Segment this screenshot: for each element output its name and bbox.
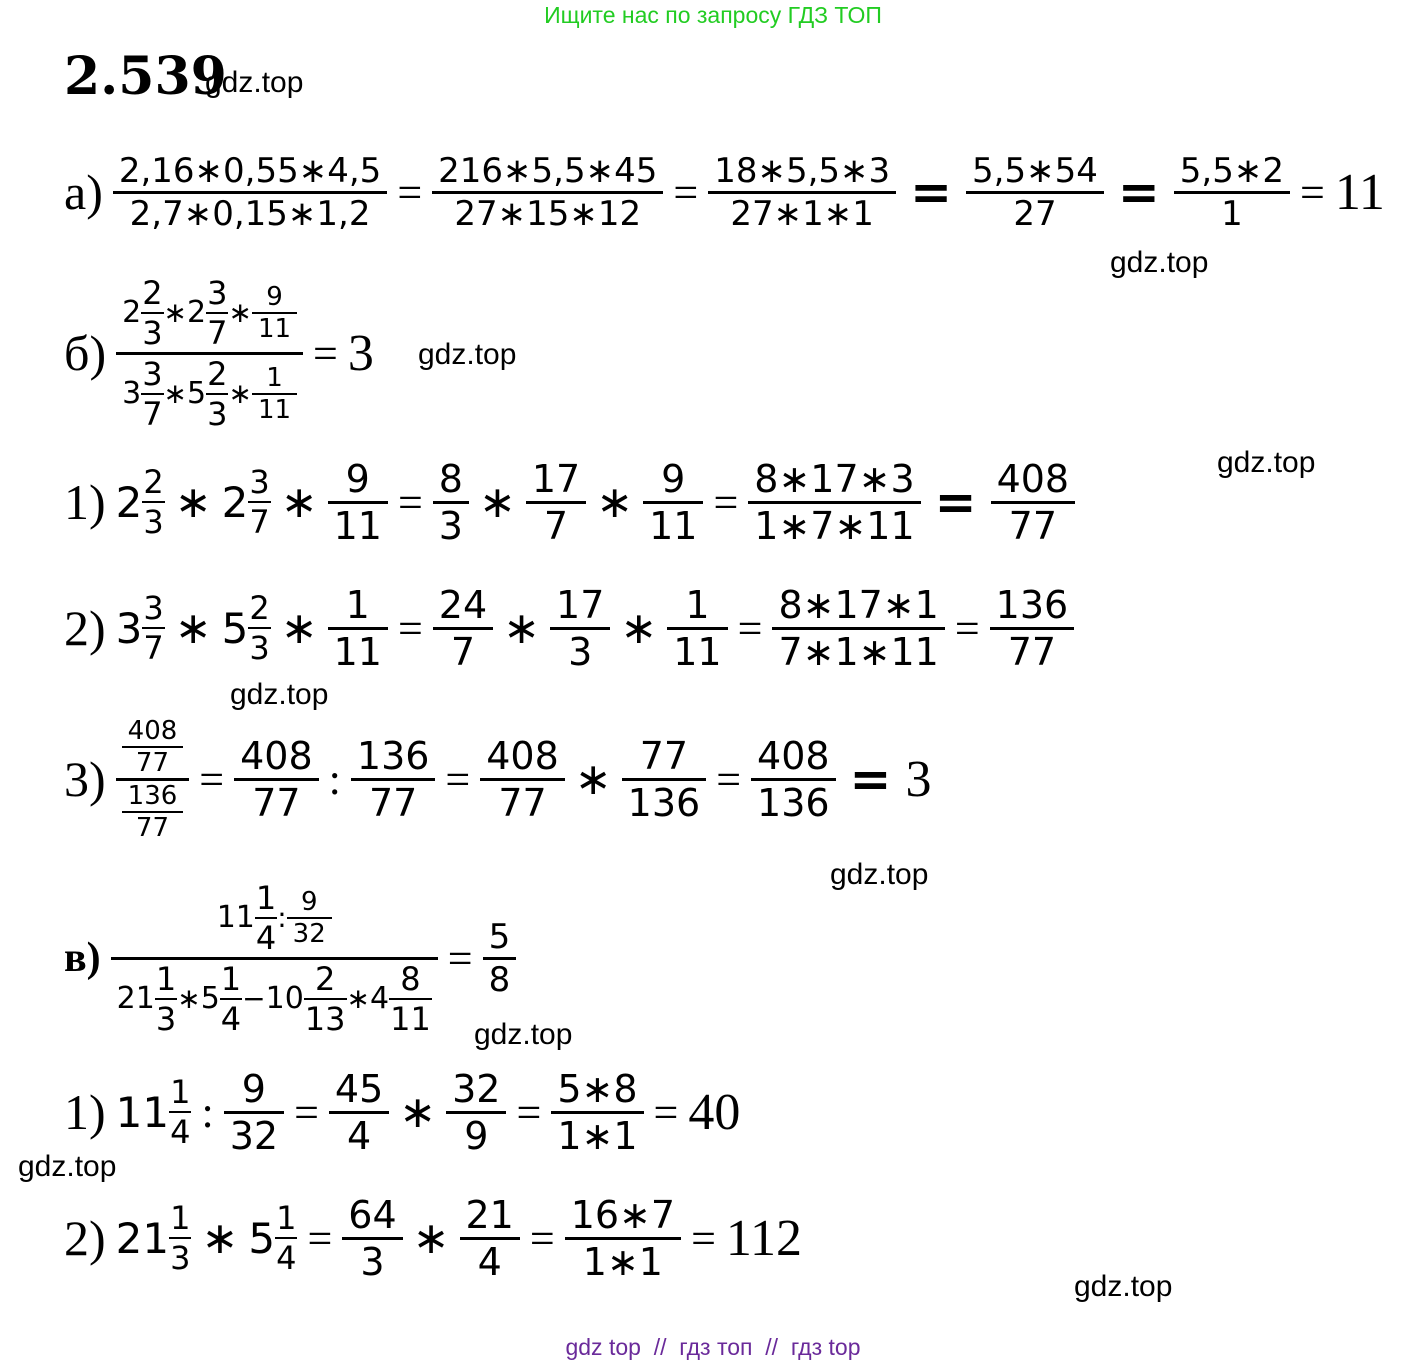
header-ad-text: Ищите нас по запросу ГДЗ ТОП — [544, 2, 882, 28]
equals-sign: = — [716, 754, 742, 804]
watermark: gdz.top — [1217, 446, 1316, 479]
step-label: 2) — [64, 1210, 106, 1266]
part-b-step-1 — [64, 450, 1075, 554]
fraction: $\frac{136}{77}$ — [990, 583, 1075, 674]
watermark: gdz.top — [205, 66, 304, 99]
fraction: $\frac{17}{7}$ — [526, 457, 586, 548]
mixed-number: 3 $\frac{3}{7}$ — [122, 354, 163, 433]
equals-sign: = — [737, 603, 763, 653]
fraction: $\frac{408}{77}$ — [480, 734, 565, 825]
part-b-row — [64, 273, 374, 433]
multiply-sign: ∗ — [174, 603, 212, 653]
mixed-number: 5 $\frac{2}{3}$ — [221, 589, 270, 667]
fraction: $\frac{9}{11}$ — [328, 457, 388, 548]
fraction: $\frac{8}{3}$ — [433, 457, 469, 548]
equals-sign: = — [199, 754, 225, 804]
part-a-row — [64, 142, 1385, 242]
fraction: $\frac{24}{7}$ — [433, 583, 493, 674]
part-a-label: а) — [64, 164, 103, 220]
mixed-number: 4 $\frac{8}{11}$ — [369, 959, 431, 1038]
fraction: $\frac{1}{11}$ — [667, 583, 727, 674]
fraction: $\frac{77}{136}$ — [622, 734, 707, 825]
equals-sign: = — [529, 1213, 555, 1263]
mixed-number: 5 $\frac{2}{3}$ — [187, 354, 228, 433]
multiply-sign: ∗ — [596, 477, 634, 527]
multiply-sign: ∗ — [174, 477, 212, 527]
step-label: 1) — [64, 1084, 106, 1140]
mixed-number: 2 $\frac{3}{7}$ — [221, 463, 270, 541]
watermark: gdz.top — [230, 678, 329, 711]
mixed-number: 5 $\frac{1}{4}$ — [200, 959, 242, 1038]
equals-sign: = — [691, 1213, 716, 1263]
equals-sign: = — [653, 1087, 679, 1137]
fraction: $\frac{136}{77}$ — [351, 734, 436, 825]
equals-sign: = — [447, 933, 473, 983]
watermark: gdz.top — [418, 338, 517, 371]
fraction: $\frac{45}{4}$ — [329, 1067, 389, 1158]
fraction: $\frac{5,5∗54}{27}$ — [966, 151, 1104, 234]
multiply-sign: ∗ — [201, 1213, 239, 1263]
mixed-number: 2 $\frac{2}{3}$ — [122, 273, 163, 352]
part-c-step-1 — [64, 1060, 740, 1164]
fraction: $\frac{2,16∗0,55∗4,5}{2,7∗0,15∗1,2}$ — [113, 151, 387, 234]
fraction: $\frac{8∗17∗1}{7∗1∗11}$ — [772, 583, 944, 674]
complex-fraction: 11 $\frac{1}{4}$ : $\frac{9}{32}$ 21 $\frac{1}{3}$ ∗ 5 $\frac{1}{4}$ − 10 $\frac{2}{13}$ ∗ 4 $\frac{8}{11}$ — [111, 879, 438, 1038]
step-label: 2) — [64, 600, 106, 656]
equals-sign: = — [397, 477, 423, 527]
multiply-sign: ∗ — [478, 477, 516, 527]
fraction: $\frac{408}{77}$ — [991, 457, 1076, 548]
multiply-sign: ∗ — [503, 603, 541, 653]
complex-fraction: $\frac{\frac{408}{77}}{\frac{136}{77}}$ — [116, 716, 190, 843]
equals-sign: = — [307, 1213, 333, 1263]
complex-fraction: 2 $\frac{2}{3}$ ∗ 2 $\frac{3}{7}$ ∗ $\frac{9}{11}$ 3 $\frac{3}{7}$ ∗ 5 $\frac{2}{3}$ ∗ $\frac{1}{11}$ — [116, 274, 303, 433]
multiply-sign: ∗ — [412, 1213, 450, 1263]
part-c-label: в) — [64, 935, 101, 981]
result: 40 — [688, 1083, 741, 1141]
equals-sign: = — [673, 167, 699, 217]
multiply-sign: ∗ — [280, 603, 318, 653]
equals-sign: = — [954, 603, 980, 653]
multiply-sign: ∗ — [280, 477, 318, 527]
fraction: $\frac{32}{9}$ — [446, 1067, 506, 1158]
watermark: gdz.top — [1110, 246, 1209, 279]
step-label: 1) — [64, 474, 106, 530]
mixed-number: 21 $\frac{1}{3}$ — [116, 959, 177, 1038]
fraction: $\frac{18∗5,5∗3}{27∗1∗1}$ — [708, 151, 896, 234]
equals-sign: = — [397, 167, 423, 217]
mixed-number: 10 $\frac{2}{13}$ — [265, 959, 346, 1038]
result: 112 — [725, 1209, 802, 1267]
part-b-step-2 — [64, 576, 1074, 680]
equals-sign: = — [934, 473, 977, 531]
result: 11 — [1334, 163, 1385, 221]
watermark: gdz.top — [474, 1018, 573, 1051]
equals-sign: = — [397, 603, 423, 653]
fraction: $\frac{216∗5,5∗45}{27∗15∗12}$ — [432, 151, 663, 234]
fraction: $\frac{8∗17∗3}{1∗7∗11}$ — [748, 457, 920, 548]
fraction: $\frac{408}{77}$ — [234, 734, 319, 825]
equals-sign: = — [294, 1087, 319, 1137]
watermark: gdz.top — [1074, 1270, 1173, 1303]
fraction: $\frac{5,5∗2}{1}$ — [1174, 151, 1290, 234]
mixed-number: 3 $\frac{3}{7}$ — [115, 589, 164, 667]
part-b-label: б) — [64, 325, 107, 381]
divide-sign: : — [201, 1087, 214, 1137]
fraction: $\frac{17}{3}$ — [550, 583, 610, 674]
mixed-number: 11 $\frac{1}{4}$ — [115, 1073, 191, 1151]
fraction: $\frac{9}{32}$ — [224, 1067, 284, 1158]
fraction: $\frac{5∗8}{1∗1}$ — [551, 1067, 643, 1158]
part-b-step-3 — [64, 704, 931, 854]
fraction: $\frac{408}{136}$ — [751, 734, 836, 825]
result: 3 — [905, 750, 932, 808]
mixed-number: 5 $\frac{1}{4}$ — [248, 1199, 297, 1277]
fraction: $\frac{9}{11}$ — [643, 457, 703, 548]
watermark: gdz.top — [830, 858, 929, 891]
watermark: gdz.top — [18, 1150, 117, 1183]
footer-ad-text: gdz top // гдз топ // гдз top — [565, 1334, 861, 1360]
mixed-number: 11 $\frac{1}{4}$ — [216, 878, 277, 957]
equals-sign: = — [1117, 163, 1160, 221]
part-c-step-2 — [64, 1186, 802, 1290]
mixed-number: 21 $\frac{1}{3}$ — [115, 1199, 191, 1277]
step-label: 3) — [64, 751, 106, 807]
divide-sign: : — [328, 754, 341, 804]
equals-sign: = — [1299, 167, 1325, 217]
equals-sign: = — [516, 1087, 542, 1137]
multiply-sign: ∗ — [399, 1087, 437, 1137]
problem-number: 2.539 — [64, 46, 227, 107]
part-c-row — [64, 880, 516, 1036]
mixed-number: 2 $\frac{3}{7}$ — [187, 273, 228, 352]
fraction: $\frac{16∗7}{1∗1}$ — [565, 1193, 681, 1284]
equals-sign: = — [910, 163, 953, 221]
equals-sign: = — [313, 328, 338, 378]
fraction: $\frac{1}{11}$ — [328, 583, 388, 674]
equals-sign: = — [849, 750, 892, 808]
equals-sign: = — [445, 754, 471, 804]
fraction: $\frac{5}{8}$ — [483, 917, 517, 1000]
equals-sign: = — [713, 477, 739, 527]
fraction: $\frac{64}{3}$ — [342, 1193, 402, 1284]
multiply-sign: ∗ — [620, 603, 658, 653]
multiply-sign: ∗ — [574, 754, 612, 804]
result: 3 — [347, 324, 374, 382]
fraction: $\frac{21}{4}$ — [460, 1193, 520, 1284]
mixed-number: 2 $\frac{2}{3}$ — [115, 463, 164, 541]
